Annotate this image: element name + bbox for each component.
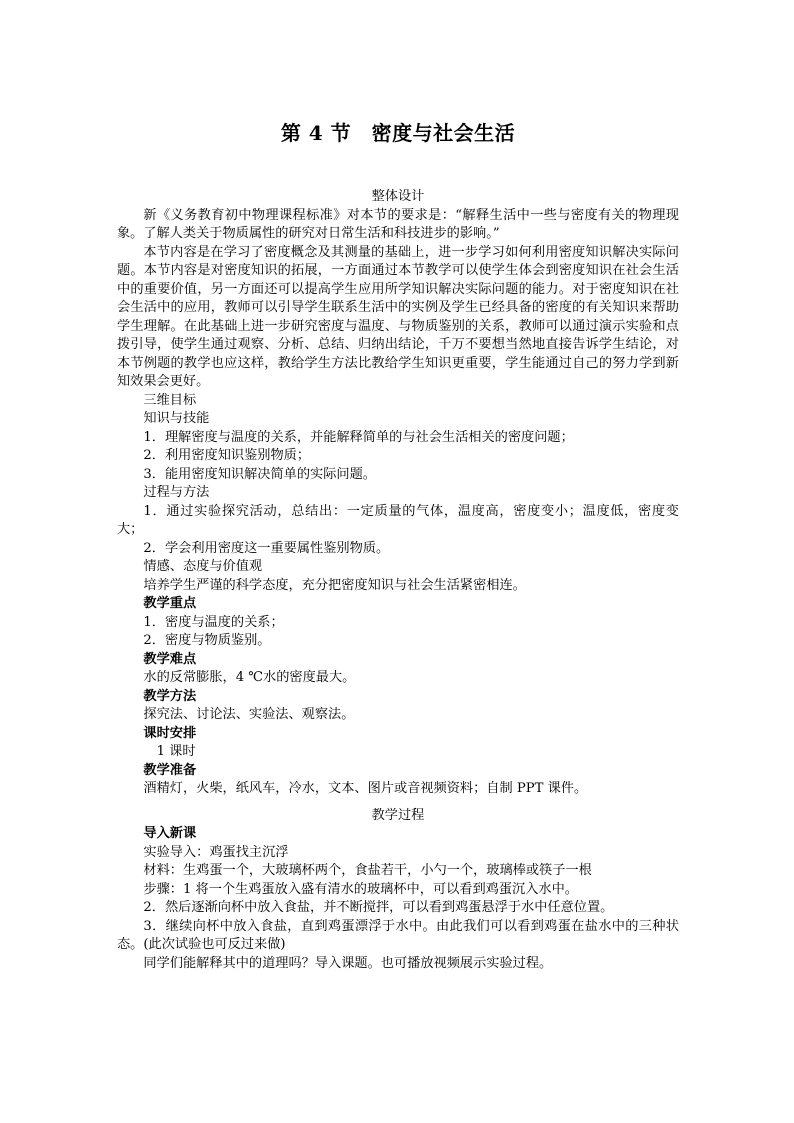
intro-line: 实验导入：鸡蛋找主沉浮 bbox=[143, 844, 289, 860]
method-heading: 教学方法 bbox=[143, 688, 197, 704]
intro-line: 2．然后逐渐向杯中放入食盐，并不断搅拌，可以看到鸡蛋悬浮于水中任意位置。 bbox=[143, 900, 614, 915]
goals-heading: 三维目标 bbox=[143, 392, 197, 408]
intro-line: 材料：生鸡蛋一个，大玻璃杯两个，食盐若干，小勺一个，玻璃棒或筷子一根 bbox=[143, 863, 592, 878]
preparation-heading: 教学准备 bbox=[143, 762, 197, 778]
design-paragraph-2: 本节内容是在学习了密度概念及其测量的基础上，进一步学习如何利用密度知识解决实际问题。本节内容是对密度知识的拓展，一方面通过本节教学可以使学生体会到密度知识在社会生活中的重要价值，另一方面还可以提高学生应用所学知识解决实际问题的能力。对于密度知识在社会生活中的应用，教师可以引导学生联系生活中的实例及学生已经具备的密度的有关知识来帮助学生理解。在此基础上进一步研究密度与温度、与物质鉴别的关系，教师可以通过演示实验和点拨引导，使学生通过观察、分析、总结、归纳出结论，千万不要想当然地直接告诉学生结论，对本节例题的教学也应这样，教给学生方法比教给学生知识更重要，学生能通过自己的努力学到新知效果会更好。 bbox=[117, 244, 679, 389]
difficulty-heading: 教学难点 bbox=[143, 651, 197, 667]
knowledge-item: 2．利用密度知识鉴别物质； bbox=[143, 448, 311, 463]
process-item: 2．学会利用密度这一重要属性鉴别物质。 bbox=[143, 540, 390, 556]
method-text: 探究法、讨论法、实验法、观察法。 bbox=[143, 707, 355, 722]
key-point-item: 2．密度与物质鉴别。 bbox=[143, 633, 271, 648]
knowledge-heading: 知识与技能 bbox=[143, 411, 210, 426]
intro-line: 3．继续向杯中放入食盐，直到鸡蛋漂浮于水中。由此我们可以看到鸡蛋在盐水中的三种状态。(此次试验也可反过来做) bbox=[117, 918, 679, 952]
design-heading: 整体设计 bbox=[371, 189, 425, 204]
preparation-text: 酒精灯，火柴，纸风车，冷水，文本、图片或音视频资料；自制 PPT 课件。 bbox=[143, 781, 588, 796]
difficulty-text: 水的反常膨胀，4 ℃水的密度最大。 bbox=[143, 670, 356, 685]
process-heading: 过程与方法 bbox=[143, 485, 210, 500]
knowledge-item: 1．理解密度与温度的关系，并能解释简单的与社会生活相关的密度问题； bbox=[143, 429, 574, 445]
design-paragraph-1: 新《义务教育初中物理课程标准》对本节的要求是：“解释生活中一些与密度有关的物理现象。了解人类关于物质属性的研究对日常生活和科技进步的影响。” bbox=[117, 207, 679, 241]
page-title: 第 4 节 密度与社会生活 bbox=[280, 121, 516, 145]
schedule-heading: 课时安排 bbox=[143, 725, 197, 741]
document-page bbox=[117, 120, 679, 973]
key-point-item: 1．密度与温度的关系； bbox=[143, 614, 284, 630]
attitude-heading: 情感、态度与价值观 bbox=[143, 559, 263, 574]
schedule-text: 1 课时 bbox=[156, 744, 196, 759]
key-points-heading: 教学重点 bbox=[143, 596, 197, 611]
intro-heading: 导入新课 bbox=[143, 826, 197, 841]
intro-line: 同学们能解释其中的道理吗？导入课题。也可播放视频展示实验过程。 bbox=[143, 955, 553, 971]
process-item: 1．通过实验探究活动，总结出：一定质量的气体，温度高，密度变小；温度低，密度变大； bbox=[117, 503, 679, 537]
knowledge-item: 3．能用密度知识解决简单的实际问题。 bbox=[143, 466, 376, 482]
teaching-process-heading: 教学过程 bbox=[371, 807, 425, 823]
attitude-text: 培养学生严谨的科学态度，充分把密度知识与社会生活紧密相连。 bbox=[143, 577, 526, 593]
intro-line: 步骤：1 将一个生鸡蛋放入盛有清水的玻璃杯中，可以看到鸡蛋沉入水中。 bbox=[143, 881, 578, 897]
